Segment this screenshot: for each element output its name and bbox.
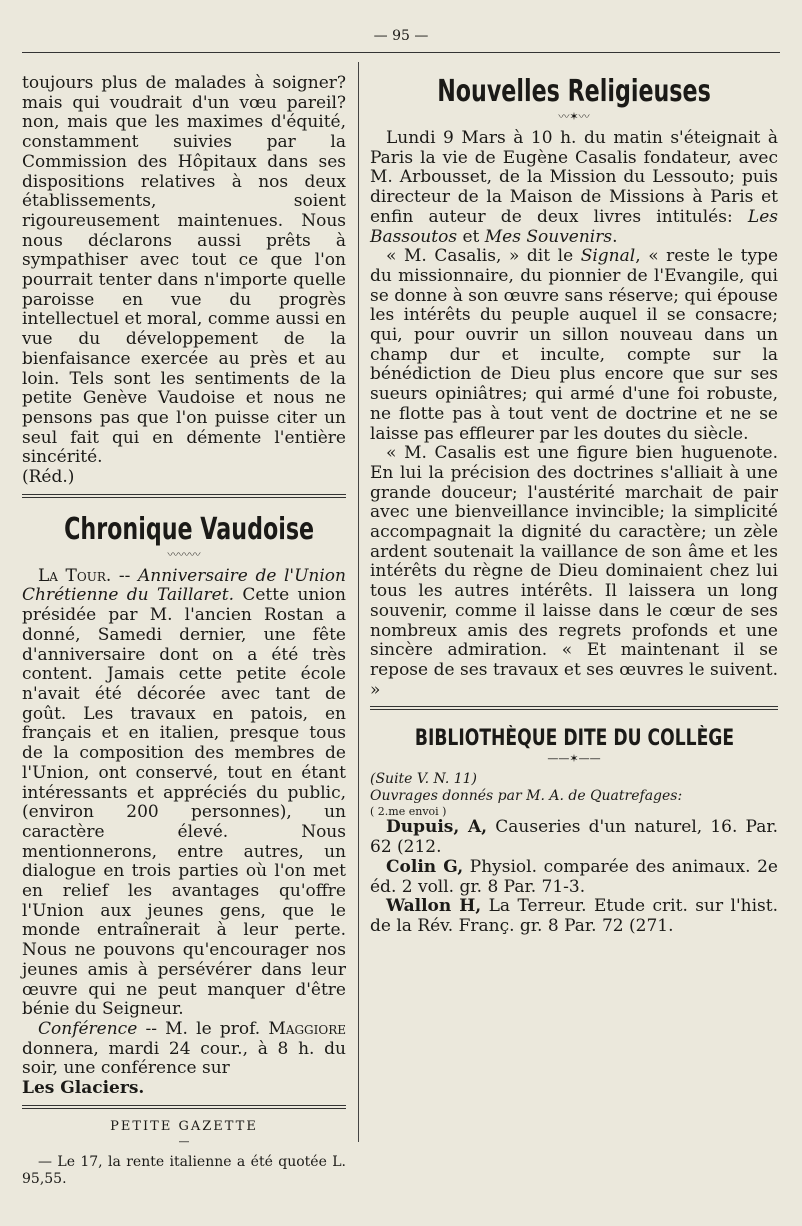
conference-text-a: -- M. le prof. [137, 1018, 269, 1039]
biblio-envoi: ( 2.me envoi ) [370, 805, 447, 819]
nouvelles-ornament: 〰✶〰 [558, 110, 590, 123]
book-title: Les Bassoutos [370, 206, 778, 247]
continued-paragraph: toujours plus de malades à soigner? mais qui voudrait d'un vœu pareil? non, mais que les maximes d'équité, constamment suivies par la Commission des Hôpitaux dans ses dispositions relatives à nos deux établissements, soient rigoureusement maintenues. Nous nous déclarons aussi prêts à sympathiser avec tout ce que l'on pourrait tenter dans n'importe quelle paroisse en vue du progrès intellectuel et moral, comme aussi en vue du développement de la bienfaisance exercée au près et au loin. Tels sont les sentiments de la petite Genève Vaudoise et nous ne pensons pas que l'on puisse citer un seul fait qui en démente l'entière sincérité. [22, 73, 346, 468]
right-column [370, 74, 778, 937]
nouvelles-paragraph-1 [370, 129, 778, 247]
chronique-title: Chronique Vaudoise [64, 511, 315, 547]
conference-speaker: Maggiore [268, 1018, 346, 1039]
conference-text-b: donnera, mardi 24 cour., à 8 h. du soir, une conférence sur [22, 1038, 346, 1079]
article-place: La Tour. [38, 565, 112, 586]
section-rule [22, 1105, 346, 1109]
book-title: Mes Souvenirs [484, 226, 613, 247]
biblio-works-text: Ouvrages donnés par M. A. de Quatrefages: [370, 788, 683, 805]
biblio-suite [370, 771, 778, 788]
gazette-ornament: — [178, 1134, 190, 1148]
nouvelles-paragraph-3: « M. Casalis est une figure bien huguenote. En lui la précision des doctrines s'alliait à une grande douceur; l'austérité marchait de pair avec une bienveillance invincible; la simplicité accompagnait la dignité du caractère; un zèle ardent soutenait la vaillance de son âme et les intérêts du règne de Dieu dominaient chez lui tous les autres intérêts. Il laissera un long souvenir, comme il laisse dans le cœur de ses nombreux amis des regrets profonds et une sincère admiration. « Et maintenant il se repose de ses travaux et ses œuvres le suivent. » [370, 443, 778, 700]
entry-author: Wallon H, [386, 896, 482, 917]
biblio-entry [370, 897, 778, 936]
left-column [22, 74, 346, 1188]
nouvelles-title: Nouvelles Religieuses [437, 74, 711, 109]
petite-gazette-title: PETITE GAZETTE [110, 1118, 258, 1134]
conference-label: Conférence [38, 1018, 138, 1039]
para1-text: Lundi 9 Mars à 10 h. du matin s'éteignait à Paris la vie de Eugène Casalis fondateur, avec M. Arbousset, de la Mission du Lessouto; puis directeur de la Maison de Missions à Paris et enfin auteur de deux livres intitulés: [370, 128, 778, 227]
para1-end: . [612, 226, 618, 247]
biblio-entry [370, 858, 778, 897]
entry-text: Causeries d'un naturel, 16. Par. 62 (212. [370, 817, 778, 858]
conference-topic: Les Glaciers. [22, 1078, 145, 1099]
entry-author: Dupuis, A, [386, 817, 488, 838]
chronique-ornament: 〰〰〰 [167, 547, 201, 561]
bibliotheque-title: BIBLIOTHÈQUE DITE DU COLLÈGE [414, 726, 735, 752]
article-dash: -- [111, 565, 138, 586]
editor-signature: (Réd.) [22, 467, 75, 488]
column-divider [358, 62, 359, 1142]
biblio-entry [370, 818, 778, 857]
header-rule [22, 52, 780, 53]
biblio-ornament: ——✶—— [547, 752, 601, 766]
petite-gazette-text: — Le 17, la rente italienne a été quotée L. 95,55. [22, 1153, 346, 1187]
newspaper-name: Signal [580, 246, 636, 267]
entry-text: La Terreur. Etude crit. sur l'hist. de la Rév. Franç. gr. 8 Par. 72 (271. [370, 896, 778, 936]
para1-and: et [457, 226, 485, 247]
conference-notice [22, 1020, 346, 1079]
biblio-works [370, 788, 778, 805]
article-body: Cette union présidée par M. l'ancien Rostan a donné, Samedi dernier, une fête d'anniversaire dont on a été très content. Jamais cette petite école n'avait été décorée avec tant de goût. Les travaux en patois, en français et en italien, presque tous de la composition des membres de l'Union, ont conservé, tout en étant intéressants et appréciés du public, (environ 200 personnes), un caractère élevé. Nous mentionnerons, entre autres, un dialogue en trois parties où l'on met en relief les avantages qu'offre l'Union aux jeunes gens, que le monde entraînerait à leur perte. Nous ne pouvons qu'encourager nos jeunes amis à persévérer dans leur œuvre qui ne peut manquer d'être bénie du Seigneur. [22, 585, 346, 1020]
para2-text-b: , « reste le type du missionnaire, du pionnier de l'Evangile, qui se donne à son œuvre sans réserve; qui épouse les intérêts du peuple auquel il se consacre; qui, pour ouvrir un sillon nouveau dans un champ dur et inculte, compte sur la bénédiction de Dieu plus encore que sur ses sueurs opiniâtres; qui armé d'une foi robuste, ne flotte pas à tout vent de doctrine et ne se laisse pas effleurer par les doutes du siècle. [370, 246, 778, 444]
chronique-article [22, 567, 346, 1020]
biblio-entries [370, 818, 778, 936]
section-rule [370, 706, 778, 710]
biblio-suite-text: (Suite V. N. 11) [370, 771, 478, 788]
entry-author: Colin G, [386, 856, 464, 877]
article-heading: Anniversaire de l'Union Chrétienne du Taillaret. [22, 565, 346, 606]
para2-text-a: « M. Casalis, » dit le [386, 246, 581, 267]
page-number: — 95 — [373, 28, 429, 44]
entry-text: Physiol. comparée des animaux. 2e éd. 2 voll. gr. 8 Par. 71-3. [370, 856, 778, 897]
nouvelles-paragraph-2 [370, 247, 778, 444]
section-rule [22, 494, 346, 498]
